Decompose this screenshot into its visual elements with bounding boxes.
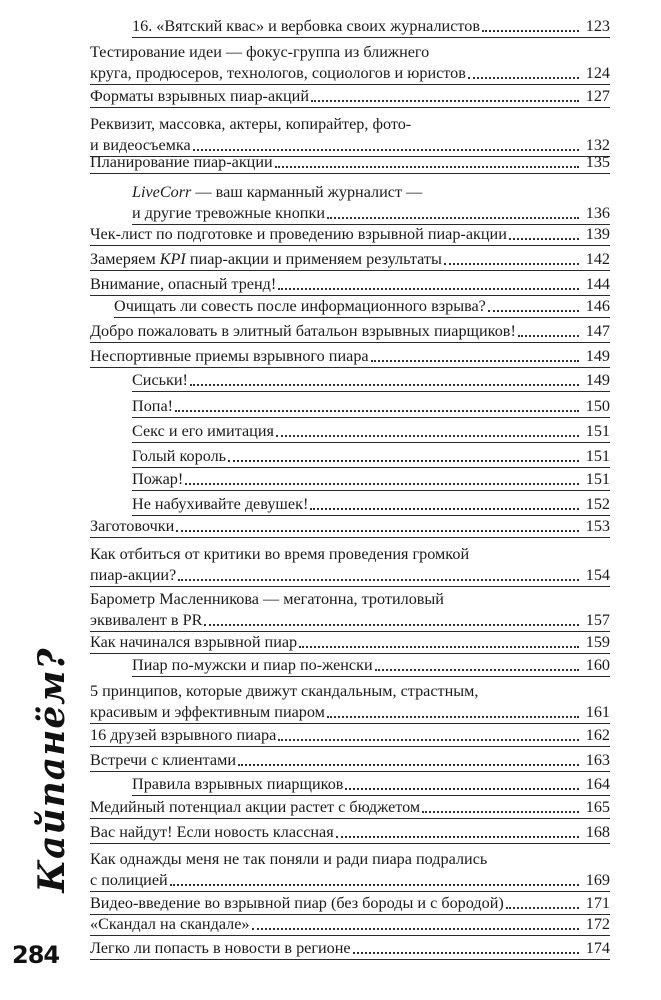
- toc-entry-line: [90, 849, 610, 870]
- dot-leader: [509, 224, 579, 240]
- toc-entry: [132, 396, 610, 418]
- dot-leader: [175, 396, 579, 412]
- dot-leader: [371, 346, 579, 362]
- toc-entry-line: [90, 681, 610, 702]
- toc-entry-title: Голый король: [132, 447, 227, 465]
- toc-entry: [90, 224, 610, 246]
- toc-entry-title: Легко ли попасть в новости в регионе: [90, 939, 351, 957]
- toc-entry: [132, 655, 610, 677]
- dot-leader: [278, 725, 579, 741]
- toc-entry-line: [90, 750, 610, 771]
- toc-entry-title: эквивалент в PR: [90, 611, 203, 629]
- toc-entry-line: [90, 565, 610, 586]
- toc-entry: [90, 822, 610, 844]
- toc-page-number: 139: [585, 225, 610, 243]
- toc-entry-title: Как начинался взрывной пиар: [90, 633, 298, 651]
- toc-entry: [90, 249, 610, 271]
- dot-leader: [353, 938, 579, 954]
- toc-entry-line: [132, 396, 610, 417]
- toc-page-number: 124: [585, 64, 610, 82]
- toc-entry-title: круга, продюсеров, технологов, социологов и юристов: [90, 64, 466, 82]
- dot-leader: [444, 249, 579, 265]
- dot-leader: [311, 86, 579, 102]
- toc-entry: [90, 750, 610, 772]
- dot-leader: [238, 750, 579, 766]
- toc-entry-line: [90, 516, 610, 537]
- toc-entry: [90, 42, 610, 85]
- dot-leader: [204, 610, 579, 626]
- dot-leader: [375, 655, 579, 671]
- toc-page-number: 163: [585, 751, 610, 769]
- toc-entry-line: [132, 774, 610, 795]
- toc-entry: [90, 725, 610, 747]
- toc-entry-title: LiveCorr — ваш карманный журналист —: [132, 183, 423, 201]
- dot-leader: [185, 469, 579, 485]
- toc-entry-title: Правила взрывных пиарщиков: [132, 775, 344, 793]
- toc-entry-title: Пиар по-мужски и пиар по-женски: [132, 656, 373, 674]
- dot-leader: [176, 516, 579, 532]
- toc-entry: [90, 632, 610, 654]
- toc-entry-title: 16 друзей взрывного пиара: [90, 726, 277, 744]
- toc-page-number: 135: [585, 153, 610, 171]
- page-number: 284: [12, 941, 60, 969]
- toc-page-number: 151: [585, 422, 610, 440]
- toc-entry-line: [90, 544, 610, 565]
- toc-page-number: 161: [585, 703, 610, 721]
- toc-entry-line: [90, 321, 610, 342]
- dot-leader: [275, 152, 579, 168]
- toc-entry-title: Видео-введение во взрывной пиар (без бороды и с бородой): [90, 894, 504, 912]
- toc-entry-line: [90, 893, 610, 914]
- toc-entry: [90, 893, 610, 915]
- dot-leader: [506, 893, 579, 909]
- toc-entry-title: красивым и эффективным пиаром: [90, 703, 325, 721]
- toc-entry: [90, 152, 610, 174]
- toc-entry-title: Замеряем KPI пиар-акции и применяем результаты: [90, 250, 442, 268]
- toc-entry-title: Реквизит, массовка, актеры, копирайтер, фото-: [90, 115, 412, 133]
- toc-page-number: 146: [585, 297, 610, 315]
- toc-entry-title: Как однажды меня не так поняли и ради пиара подрались: [90, 850, 488, 868]
- dot-leader: [252, 914, 579, 930]
- toc-page-number: 169: [585, 871, 610, 889]
- toc-entry-line: [132, 203, 610, 224]
- toc-entry-title: Как отбиться от критики во время проведения громкой: [90, 545, 470, 563]
- toc-entry-title: «Скандал на скандале»: [90, 915, 250, 933]
- toc-entry-line: [90, 249, 610, 270]
- toc-page-number: 132: [585, 136, 610, 154]
- dot-leader: [488, 296, 579, 312]
- dot-leader: [310, 494, 579, 510]
- toc-entry-line: [90, 274, 610, 295]
- toc-page-number: 151: [585, 447, 610, 465]
- toc-page-number: 172: [585, 915, 610, 933]
- toc-entry-title: Добро пожаловать в элитный батальон взрывных пиарщиков!: [90, 322, 516, 340]
- toc-entry-title: пиар-акции?: [90, 566, 177, 584]
- toc-entry: [132, 182, 610, 225]
- toc-entry-line: [132, 421, 610, 442]
- toc-entry-line: [90, 797, 610, 818]
- toc-entry: [90, 914, 610, 936]
- toc-page-number: 127: [585, 87, 610, 105]
- toc-entry-line: [90, 702, 610, 723]
- running-title: Кайпанём?: [31, 647, 73, 893]
- toc-entry-line: [90, 152, 610, 173]
- toc-entry-line: [90, 224, 610, 245]
- dot-leader: [482, 16, 579, 32]
- toc-page-number: 149: [585, 371, 610, 389]
- toc-entry: [132, 469, 610, 491]
- toc-entry: [90, 346, 610, 368]
- toc-entry-title: и видеосъемка: [90, 136, 191, 154]
- toc-page-number: 123: [585, 17, 610, 35]
- dot-leader: [345, 774, 579, 790]
- dot-leader: [170, 870, 579, 886]
- toc-entry-line: [90, 632, 610, 653]
- toc-entry-line: [90, 86, 610, 107]
- toc-page-number: 142: [585, 250, 610, 268]
- toc-entry-line: [90, 589, 610, 610]
- dot-leader: [299, 632, 579, 648]
- toc-entry-line: [90, 63, 610, 84]
- toc-page-number: 151: [585, 470, 610, 488]
- toc-entry-title: и другие тревожные кнопки: [132, 204, 325, 222]
- toc-entry-title: Тестирование идеи — фокус-группа из ближнего: [90, 43, 430, 61]
- toc-entry-line: [132, 446, 610, 467]
- toc-entry-title: Заготовочки: [90, 517, 175, 535]
- toc-entry-line: [90, 114, 610, 135]
- toc-entry: [132, 774, 610, 796]
- toc-page-number: 136: [585, 204, 610, 222]
- dot-leader: [228, 446, 579, 462]
- toc-entry-title: 16. «Вятский квас» и вербовка своих журналистов: [132, 17, 480, 35]
- dot-leader: [422, 797, 579, 813]
- toc-entry-line: [114, 296, 610, 317]
- toc-entry-title: Форматы взрывных пиар-акций: [90, 87, 309, 105]
- toc-entry-line: [90, 822, 610, 843]
- dot-leader: [336, 822, 579, 838]
- toc-entry-title: Чек-лист по подготовке и проведению взрывной пиар-акции: [90, 225, 507, 243]
- dot-leader: [193, 135, 579, 151]
- toc-entry: [132, 446, 610, 468]
- toc-entry-title: 5 принципов, которые движут скандальным, страстным,: [90, 682, 479, 700]
- toc-page-number: 164: [585, 775, 610, 793]
- toc-page-number: 159: [585, 633, 610, 651]
- toc-entry: [90, 86, 610, 108]
- toc-entry-line: [90, 725, 610, 746]
- toc-entry: [90, 589, 610, 632]
- toc-entry: [90, 797, 610, 819]
- toc-entry-title: с полицией: [90, 871, 168, 889]
- toc-entry: [90, 849, 610, 892]
- toc-entry: [90, 544, 610, 587]
- toc-entry-title: Планирование пиар-акции: [90, 153, 273, 171]
- toc-entry-line: [90, 610, 610, 631]
- toc-entry-title: Встречи с клиентами: [90, 751, 237, 769]
- toc-entry-title: Барометр Масленникова — мегатонна, тротиловый: [90, 590, 444, 608]
- toc-entry-line: [132, 469, 610, 490]
- toc-entry-title: Медийный потенциал акции растет с бюджетом: [90, 798, 421, 816]
- dot-leader: [468, 63, 579, 79]
- dot-leader: [327, 203, 579, 219]
- toc-page-number: 157: [585, 611, 610, 629]
- toc-entry-line: [90, 938, 610, 959]
- toc-entry: [132, 494, 610, 516]
- toc-page-number: 154: [585, 566, 610, 584]
- toc-entry: [90, 321, 610, 343]
- toc-entry-title: Не набухивайте девушек!: [132, 495, 309, 513]
- toc-page-number: 174: [585, 939, 610, 957]
- toc-entry: [132, 421, 610, 443]
- toc-entry: [90, 274, 610, 296]
- toc-entry: [90, 681, 610, 724]
- toc-entry: [90, 516, 610, 538]
- toc-entry-line: [132, 16, 610, 37]
- toc-entry-title: Сиськи!: [132, 371, 188, 389]
- dot-leader: [190, 370, 579, 386]
- dot-leader: [178, 565, 579, 581]
- toc-entry-title: Очищать ли совесть после информационного взрыва?: [114, 297, 486, 315]
- toc-entry-line: [132, 370, 610, 391]
- toc-entry: [132, 16, 610, 38]
- toc-entry: [114, 296, 610, 318]
- dot-leader: [278, 274, 579, 290]
- toc-page-number: 162: [585, 726, 610, 744]
- toc-page-number: 147: [585, 322, 610, 340]
- toc-page-number: 144: [585, 275, 610, 293]
- toc-page-number: 149: [585, 347, 610, 365]
- toc-page-number: 150: [585, 397, 610, 415]
- toc-entry-line: [90, 346, 610, 367]
- toc-entry-line: [90, 42, 610, 63]
- toc-page-number: 152: [585, 495, 610, 513]
- toc-entry-title: Вас найдут! Если новость классная: [90, 823, 334, 841]
- toc-page-number: 153: [585, 517, 610, 535]
- toc-entry-title: Неспортивные приемы взрывного пиара: [90, 347, 369, 365]
- toc-entry: [90, 938, 610, 960]
- toc-entry: [132, 370, 610, 392]
- toc-entry-title: Пожар!: [132, 470, 184, 488]
- toc-entry-title: Попа!: [132, 397, 174, 415]
- dot-leader: [276, 421, 579, 437]
- toc-entry-line: [90, 914, 610, 935]
- toc-entry-line: [132, 494, 610, 515]
- toc-entry: [90, 114, 610, 157]
- dot-leader: [327, 702, 579, 718]
- dot-leader: [518, 321, 579, 337]
- toc-page-number: 171: [585, 894, 610, 912]
- toc-entry-line: [132, 182, 610, 203]
- toc-page-number: 165: [585, 798, 610, 816]
- toc-entry-line: [90, 870, 610, 891]
- toc-entry-line: [132, 655, 610, 676]
- toc-entry-title: Секс и его имитация: [132, 422, 274, 440]
- toc-entry-title: Внимание, опасный тренд!: [90, 275, 277, 293]
- toc-page-number: 168: [585, 823, 610, 841]
- toc-page-number: 160: [585, 656, 610, 674]
